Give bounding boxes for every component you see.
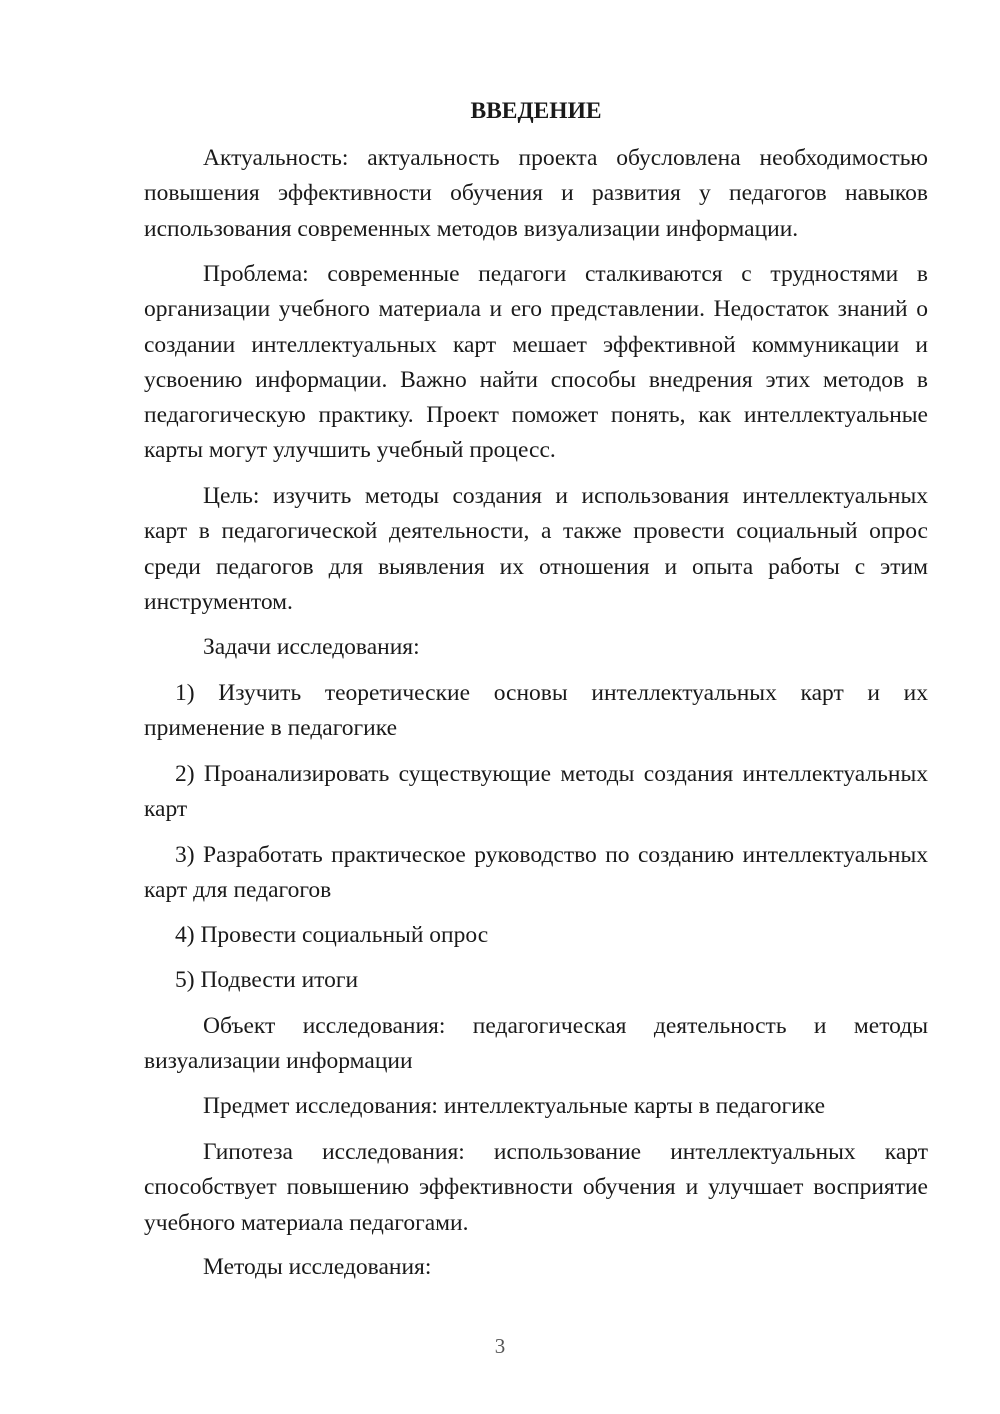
task-item-3: 3) Разработать практическое руководство по созданию интеллектуальных карт для педагогов xyxy=(144,842,928,904)
hypothesis-paragraph: Гипотеза исследования: использование интеллектуальных карт способствует повышению эффективности обучения и улучшает восприятие учебного материала педагогами. xyxy=(144,1139,928,1236)
task-item-1: 1) Изучить теоретические основы интеллектуальных карт и их применение в педагогике xyxy=(144,680,928,742)
tasks-heading: Задачи исследования: xyxy=(203,634,420,660)
page-title: ВВЕДЕНИЕ xyxy=(470,98,602,124)
task-item-4: 4) Провести социальный опрос xyxy=(175,922,489,948)
page-number: 3 xyxy=(494,1334,506,1358)
problem-paragraph: Проблема: современные педагоги сталкиваются с трудностями в организации учебного материала и его представлении. Недостаток знаний о создании интеллектуальных карт мешает эффективной коммуникации и усвоению информации. Важно найти способы внедрения этих методов в педагогическую практику. Проект поможет понять, как интеллектуальные карты могут улучшить учебный процесс. xyxy=(144,261,928,464)
task-item-5: 5) Подвести итоги xyxy=(175,967,359,993)
document-page xyxy=(144,0,928,1414)
object-paragraph: Объект исследования: педагогическая деятельность и методы визуализации информации xyxy=(144,1013,928,1075)
relevance-paragraph: Актуальность: актуальность проекта обусловлена необходимостью повышения эффективности обучения и развития у педагогов навыков использования современных методов визуализации информации. xyxy=(144,145,928,242)
subject-paragraph: Предмет исследования: интеллектуальные карты в педагогике xyxy=(203,1093,826,1119)
methods-heading: Методы исследования: xyxy=(203,1254,432,1280)
goal-paragraph: Цель: изучить методы создания и использования интеллектуальных карт в педагогической деятельности, а также провести социальный опрос среди педагогов для выявления их отношения и опыта работы с этим инструментом. xyxy=(144,483,928,615)
task-item-2: 2) Проанализировать существующие методы создания интеллектуальных карт xyxy=(144,761,928,823)
